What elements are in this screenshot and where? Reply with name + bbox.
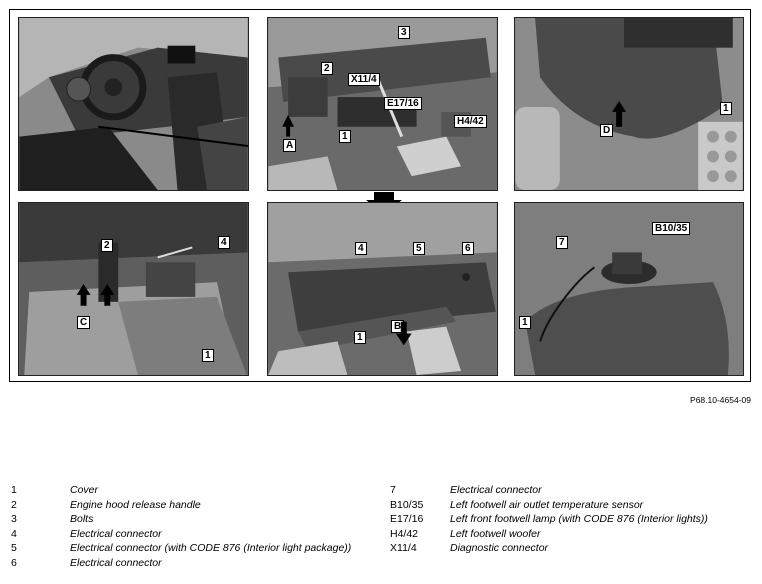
legend-key: E17/16	[390, 513, 424, 525]
callout-cover: 1	[720, 102, 732, 115]
legend-row	[11, 483, 360, 498]
legend-key: 5	[11, 542, 17, 554]
callout-footwell-lamp: E17/16	[384, 97, 422, 110]
legend-row	[11, 498, 360, 513]
photo-connector-detail	[18, 202, 249, 376]
callout-woofer: H4/42	[454, 115, 487, 128]
callout-step-b: B	[391, 320, 404, 333]
photo-footwell-cover	[514, 17, 744, 191]
arrow-down-icon	[268, 203, 497, 375]
legend-text: Electrical connector	[70, 556, 162, 569]
legend-key: 7	[390, 484, 396, 496]
photo-interior-overview	[18, 17, 249, 191]
legend-row	[390, 541, 750, 556]
legend-left	[11, 483, 360, 570]
legend-key: 2	[11, 498, 17, 511]
legend-key: 6	[11, 556, 17, 569]
figure-reference-code: P68.10-4654-09	[690, 395, 751, 405]
interior-photo	[19, 18, 248, 190]
callout-air-temp-sensor: B10/35	[652, 222, 690, 235]
legend-row	[11, 556, 360, 571]
callout-connector-5: 5	[413, 242, 425, 255]
legend-text: Diagnostic connector	[450, 542, 549, 554]
callout-cover: 1	[354, 331, 366, 344]
legend-row	[390, 498, 750, 513]
callout-connector-7: 7	[556, 236, 568, 249]
legend-row	[390, 483, 750, 498]
legend-text: Cover	[70, 484, 99, 496]
legend-row	[390, 527, 750, 542]
legend-text: Left footwell woofer	[450, 527, 541, 540]
legend-key: 3	[11, 513, 17, 525]
callout-hood-release: 2	[321, 62, 333, 75]
legend-row	[11, 527, 360, 542]
photo-under-dash	[267, 17, 498, 191]
callout-connector-6: 6	[462, 242, 474, 255]
legend-text: Electrical connector (with CODE 876 (Interior light package))	[70, 542, 352, 554]
callout-cover: 1	[339, 130, 351, 143]
legend-key: 4	[11, 527, 17, 540]
legend-key: H4/42	[390, 527, 419, 540]
arrow-up-icon	[515, 18, 743, 190]
legend-right	[390, 483, 750, 556]
legend-key: 1	[11, 484, 17, 496]
legend-text: Electrical connector	[450, 484, 542, 496]
legend-text: Engine hood release handle	[70, 498, 201, 511]
photo-cover-removal	[267, 202, 498, 376]
legend-text: Electrical connector	[70, 527, 162, 540]
callout-step-a: A	[283, 139, 296, 152]
callout-step-d: D	[600, 124, 613, 137]
legend-row	[390, 512, 750, 527]
legend-key: B10/35	[390, 498, 424, 511]
legend-row	[11, 541, 360, 556]
callout-hood-release: 2	[101, 239, 113, 252]
arrow-up-icon	[19, 203, 248, 375]
legend-key: X11/4	[390, 542, 417, 554]
callout-connector-4: 4	[355, 242, 367, 255]
temperature-sensor-photo	[515, 203, 743, 375]
callout-bolts: 3	[398, 26, 410, 39]
legend-text: Left footwell air outlet temperature sensor	[450, 498, 644, 511]
arrow-up-icon	[268, 18, 497, 190]
photo-temperature-sensor	[514, 202, 744, 376]
legend-text: Left front footwell lamp (with CODE 876 (Interior lights))	[450, 513, 708, 525]
callout-step-c: C	[77, 316, 90, 329]
legend-row	[11, 512, 360, 527]
callout-cover: 1	[202, 349, 214, 362]
callout-connector-4: 4	[218, 236, 230, 249]
legend-text: Bolts	[70, 513, 94, 525]
callout-diagnostic-connector: X11/4	[348, 73, 380, 86]
callout-cover: 1	[519, 316, 531, 329]
figure-frame	[9, 9, 751, 382]
